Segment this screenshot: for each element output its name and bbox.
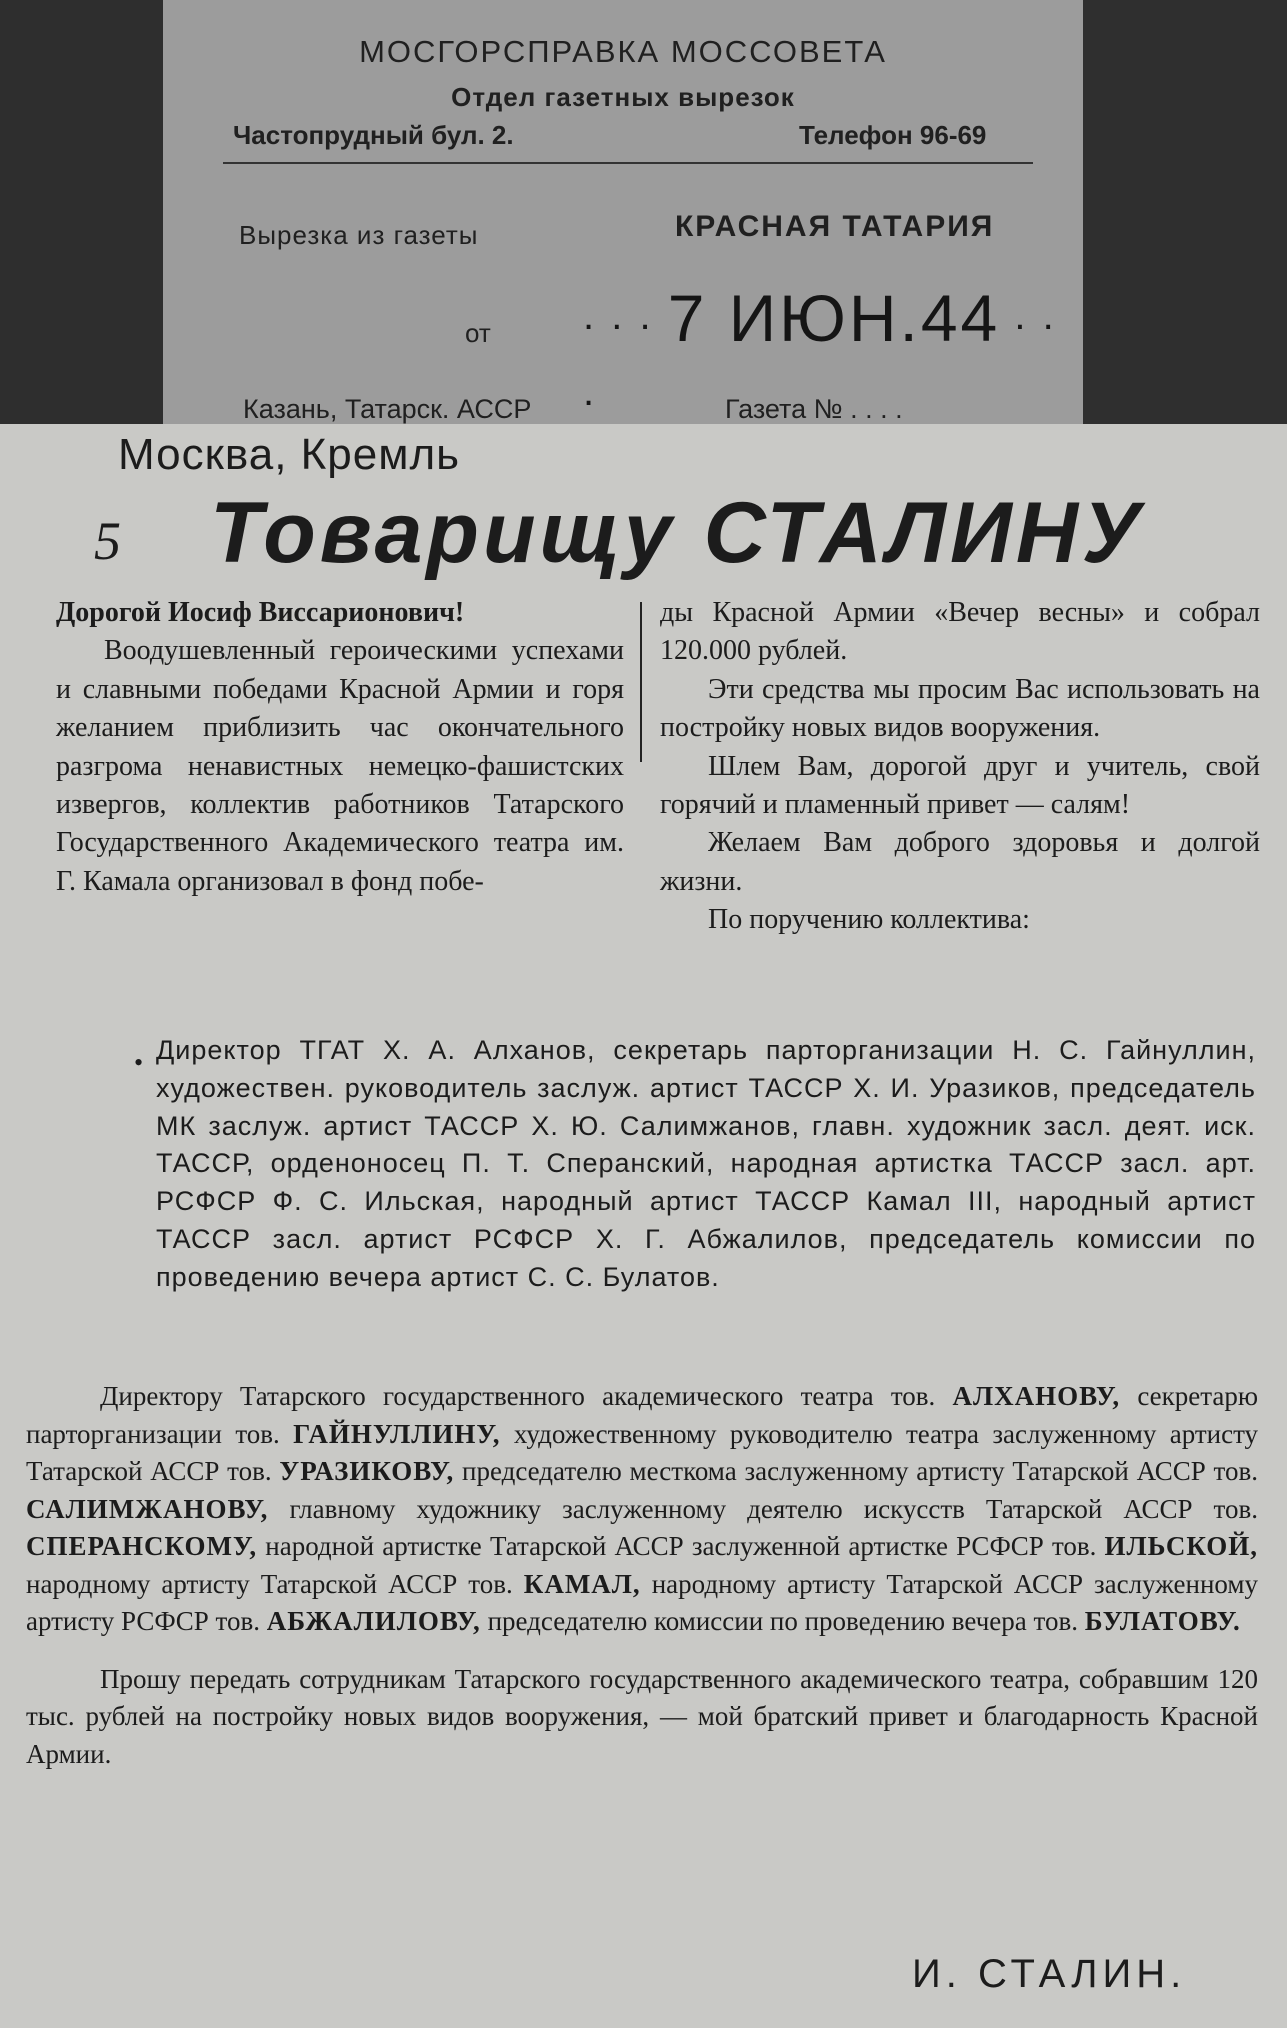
letter-paragraph: По поручению коллектива: (708, 904, 1030, 936)
stamp-org: МОСГОРСПРАВКА МОССОВЕТА (359, 34, 887, 69)
signature: И. СТАЛИН. (912, 1952, 1187, 1996)
recipient-name: УРАЗИКОВУ, (279, 1456, 455, 1486)
stamp-clip-label: Вырезка из газеты (239, 220, 479, 250)
recipient-name: САЛИМЖАНОВУ, (26, 1493, 269, 1524)
stamp-date-value: 7 ИЮН.44 (667, 281, 1001, 355)
headline: Товарищу СТАЛИНУ (210, 485, 1145, 581)
salutation: Дорогой Иосиф Виссарионович! (56, 597, 465, 628)
background-left (0, 0, 165, 440)
stamp-phone: Телефон 96-69 (799, 120, 987, 150)
letter-right-column (660, 594, 1260, 940)
stamp-date: . . . 7 ИЮН.44 . . . (583, 281, 1057, 414)
reply-body: Прошу передать сотрудникам Татарского государственного академического театра, собравшим 120 тыс. рублей на постройку новых видов вооружения, — мой братский привет и благодарность Красной Армии. (26, 1663, 1258, 1769)
letter-paragraph: Эти средства мы просим Вас использовать на постройку новых видов вооружения. (660, 673, 1260, 744)
reply-address: Директору Татарского государственного академического театра тов. АЛХАНОВУ, секретарю парторганизации тов. ГАЙНУЛЛИНУ, художественному руководителю театра заслуженному артисту Татарской АССР тов. УРАЗИКОВУ, председателю месткома заслуженному артисту Татарской АССР тов. САЛИМЖАНОВУ, главному художнику заслуженному деятелю искусств Татарской АССР тов. СПЕРАНСКОМУ, народной артистке Татарской АССР заслуженной артистке РСФСР тов. ИЛЬСКОЙ, народному артисту Татарской АССР тов. КАМАЛ, народному артисту Татарской АССР заслуженному артисту РСФСР тов. АБЖАЛИЛОВУ, председателю комиссии по проведению вечера тов. БУЛАТОВУ. (26, 1381, 1259, 1636)
stalin-reply (26, 1378, 1258, 1793)
stamp-newspaper-name: КРАСНАЯ ТАТАРИЯ (675, 210, 995, 243)
recipient-name: БУЛАТОВУ. (1084, 1606, 1241, 1636)
margin-mark: 5 (94, 511, 121, 571)
letter-left-column (56, 594, 624, 901)
recipient-name: ГАЙНУЛЛИНУ, (293, 1418, 501, 1449)
recipient-name: ИЛЬСКОЙ, (1104, 1531, 1259, 1561)
clipping-service-stamp (163, 0, 1083, 430)
newspaper-clipping (0, 424, 1287, 2028)
recipient-name: АБЖАЛИЛОВУ, (266, 1606, 481, 1636)
background-right (1080, 0, 1287, 440)
letter-paragraph: Шлем Вам, дорогой друг и учитель, свой горячий и пламенный привет — салям! (660, 750, 1260, 821)
stamp-department: Отдел газетных вырезок (451, 82, 795, 112)
letter-continuation: ды Красной Армии «Вечер весны» и собрал 120.000 рублей. (660, 597, 1260, 667)
recipient-name: АЛХАНОВУ, (952, 1381, 1121, 1411)
stamp-divider (223, 162, 1033, 164)
stamp-issue-label: Газета № . . . . (725, 394, 903, 424)
recipient-name: СПЕРАНСКОМУ, (26, 1531, 258, 1561)
stamp-city: Казань, Татарск. АССР (243, 394, 532, 424)
stamp-address: Частопрудный бул. 2. (233, 120, 514, 150)
letter-paragraph: Воодушевленный героическими успехами и славными победами Красной Армии и горя желанием приблизить час окончательного разгрома ненавистных немецко-фашистских извергов, коллектив работников Татарского Государственного Академического театра им. Г. Камала организовал в фонд побе- (56, 635, 624, 897)
recipient-name: КАМАЛ, (523, 1568, 641, 1599)
letter-paragraph: Желаем Вам доброго здоровья и долгой жизни. (660, 827, 1260, 897)
signatories-list: Директор ТГАТ Х. А. Алханов, секретарь парторганизации Н. С. Гайнуллин, художествен. руководитель заслуж. артист ТАССР Х. И. Уразиков, председатель МК заслуж. артист ТАССР Х. Ю. Салимжанов, главн. художник засл. деят. иск. ТАССР, орденоносец П. Т. Сперанский, народная артистка ТАССР засл. арт. РСФСР Ф. С. Ильская, народный артист ТАССР Камал III, народный артист ТАССР засл. артист РСФСР Х. Г. Абжалилов, председатель комиссии по проведению вечера артист С. С. Булатов. (156, 1035, 1256, 1292)
column-divider (640, 602, 642, 762)
dateline: Москва, Кремль (118, 430, 461, 479)
bullet-mark: • (134, 1048, 144, 1077)
stamp-from-label: от (465, 318, 491, 348)
